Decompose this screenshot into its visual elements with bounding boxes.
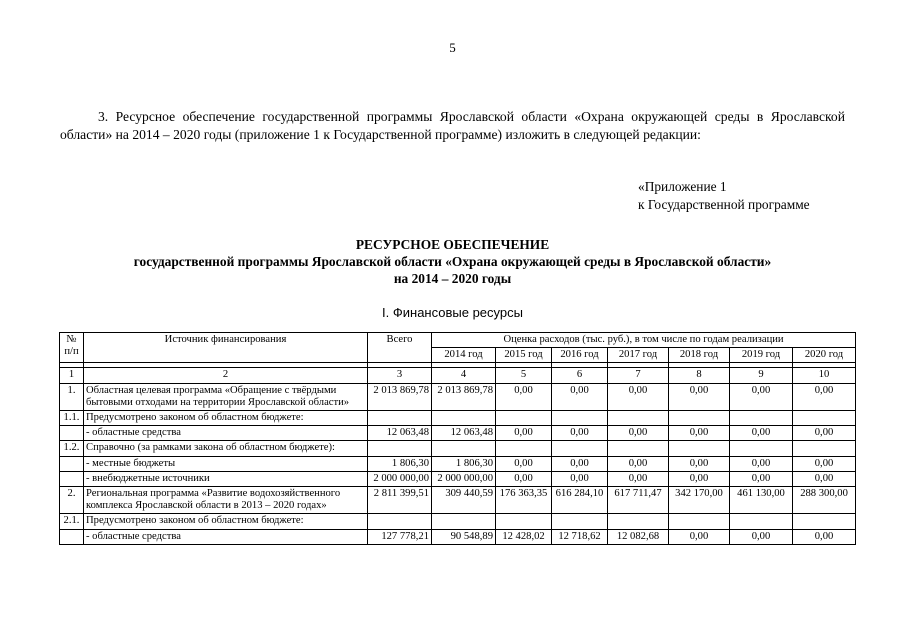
column-number: 1	[60, 368, 84, 383]
row-source: Предусмотрено законом об областном бюджете:	[84, 514, 368, 529]
row-2019: 0,00	[730, 529, 793, 544]
appendix-note	[638, 178, 810, 214]
table-row	[60, 529, 856, 544]
page-number: 5	[449, 40, 456, 55]
row-num	[60, 471, 84, 486]
row-source: Предусмотрено законом об областном бюджете:	[84, 411, 368, 426]
row-2018: 0,00	[669, 529, 730, 544]
row-2018: 0,00	[669, 426, 730, 441]
row-source: - местные бюджеты	[84, 456, 368, 471]
row-2020: 288 300,00	[793, 487, 856, 514]
header-year: 2017 год	[608, 348, 669, 363]
appendix-line-1: «Приложение 1	[638, 179, 727, 194]
table-row	[60, 487, 856, 514]
row-source: - областные средства	[84, 529, 368, 544]
row-total: 1 806,30	[368, 456, 432, 471]
row-num: 2.1.	[60, 514, 84, 529]
column-number: 8	[669, 368, 730, 383]
row-2018: 0,00	[669, 471, 730, 486]
row-total: 127 778,21	[368, 529, 432, 544]
header-estimate: Оценка расходов (тыс. руб.), в том числе по годам реализации	[432, 333, 856, 348]
appendix-line-2: к Государственной программе	[638, 197, 810, 212]
row-source: Областная целевая программа «Обращение с твёрдыми бытовыми отходами на территории Ярославской области»	[84, 383, 368, 410]
heading-line-3: на 2014 – 2020 годы	[393, 271, 512, 286]
row-num	[60, 456, 84, 471]
header-year: 2016 год	[552, 348, 608, 363]
row-2017: 0,00	[608, 426, 669, 441]
row-total	[368, 514, 432, 529]
header-num: № п/п	[60, 333, 84, 363]
row-2018: 0,00	[669, 383, 730, 410]
row-num: 1.1.	[60, 411, 84, 426]
row-total: 2 000 000,00	[368, 471, 432, 486]
row-2014: 2 013 869,78	[432, 383, 496, 410]
row-2017: 0,00	[608, 471, 669, 486]
header-year: 2015 год	[496, 348, 552, 363]
column-number: 5	[496, 368, 552, 383]
row-2014: 309 440,59	[432, 487, 496, 514]
header-year: 2020 год	[793, 348, 856, 363]
row-2016: 0,00	[552, 383, 608, 410]
row-2020: 0,00	[793, 529, 856, 544]
row-source: - внебюджетные источники	[84, 471, 368, 486]
row-2016: 616 284,10	[552, 487, 608, 514]
row-2016: 12 718,62	[552, 529, 608, 544]
column-number: 7	[608, 368, 669, 383]
column-number: 3	[368, 368, 432, 383]
row-2015: 0,00	[496, 456, 552, 471]
row-num	[60, 426, 84, 441]
financial-resources-table	[59, 332, 856, 545]
row-source: Региональная программа «Развитие водохозяйственного комплекса Ярославской области в 2013 – 2020 годах»	[84, 487, 368, 514]
row-2016: 0,00	[552, 471, 608, 486]
row-2015: 0,00	[496, 426, 552, 441]
row-total: 2 811 399,51	[368, 487, 432, 514]
row-2016: 0,00	[552, 426, 608, 441]
row-2019: 0,00	[730, 426, 793, 441]
header-year: 2018 год	[669, 348, 730, 363]
column-number: 10	[793, 368, 856, 383]
row-2018: 0,00	[669, 456, 730, 471]
row-source: Справочно (за рамками закона об областном бюджете):	[84, 441, 368, 456]
table-row	[60, 514, 856, 529]
column-number: 4	[432, 368, 496, 383]
table-row	[60, 456, 856, 471]
row-num	[60, 529, 84, 544]
table-row	[60, 471, 856, 486]
table-row	[60, 441, 856, 456]
row-2015: 176 363,35	[496, 487, 552, 514]
row-2014: 90 548,89	[432, 529, 496, 544]
row-2016: 0,00	[552, 456, 608, 471]
header-total: Всего	[368, 333, 432, 363]
heading-line-1: РЕСУРСНОЕ ОБЕСПЕЧЕНИЕ	[355, 237, 550, 252]
section-title: I. Финансовые ресурсы	[382, 305, 523, 320]
row-2017: 617 711,47	[608, 487, 669, 514]
row-2017: 12 082,68	[608, 529, 669, 544]
row-2014: 12 063,48	[432, 426, 496, 441]
row-total: 2 013 869,78	[368, 383, 432, 410]
row-2014: 1 806,30	[432, 456, 496, 471]
document-heading	[0, 236, 905, 287]
row-2015: 0,00	[496, 471, 552, 486]
body-paragraph: 3. Ресурсное обеспечение государственной программы Ярославской области «Охрана окружающей среды в Ярославской области» на 2014 – 2020 годы (приложение 1 к Государственной программе) изложить в следующей редакции:	[60, 109, 845, 142]
row-num: 1.2.	[60, 441, 84, 456]
row-2015: 0,00	[496, 383, 552, 410]
table-row	[60, 411, 856, 426]
row-num: 2.	[60, 487, 84, 514]
row-source: - областные средства	[84, 426, 368, 441]
row-2017: 0,00	[608, 456, 669, 471]
heading-line-2: государственной программы Ярославской области «Охрана окружающей среды в Ярославской области»	[133, 254, 772, 269]
row-2019: 0,00	[730, 383, 793, 410]
row-num: 1.	[60, 383, 84, 410]
row-2019: 0,00	[730, 471, 793, 486]
row-total: 12 063,48	[368, 426, 432, 441]
row-2019: 461 130,00	[730, 487, 793, 514]
row-2020: 0,00	[793, 383, 856, 410]
row-2014: 2 000 000,00	[432, 471, 496, 486]
header-source: Источник финансирования	[84, 333, 368, 363]
row-2019: 0,00	[730, 456, 793, 471]
column-number-row	[60, 368, 856, 383]
row-2020: 0,00	[793, 471, 856, 486]
column-number: 6	[552, 368, 608, 383]
row-2017: 0,00	[608, 383, 669, 410]
row-2020: 0,00	[793, 456, 856, 471]
header-year: 2019 год	[730, 348, 793, 363]
row-total	[368, 411, 432, 426]
table-row	[60, 426, 856, 441]
row-2020: 0,00	[793, 426, 856, 441]
column-number: 2	[84, 368, 368, 383]
row-total	[368, 441, 432, 456]
table-header-row	[60, 333, 856, 348]
column-number: 9	[730, 368, 793, 383]
row-2015: 12 428,02	[496, 529, 552, 544]
table-row	[60, 383, 856, 410]
header-year: 2014 год	[432, 348, 496, 363]
row-2018: 342 170,00	[669, 487, 730, 514]
